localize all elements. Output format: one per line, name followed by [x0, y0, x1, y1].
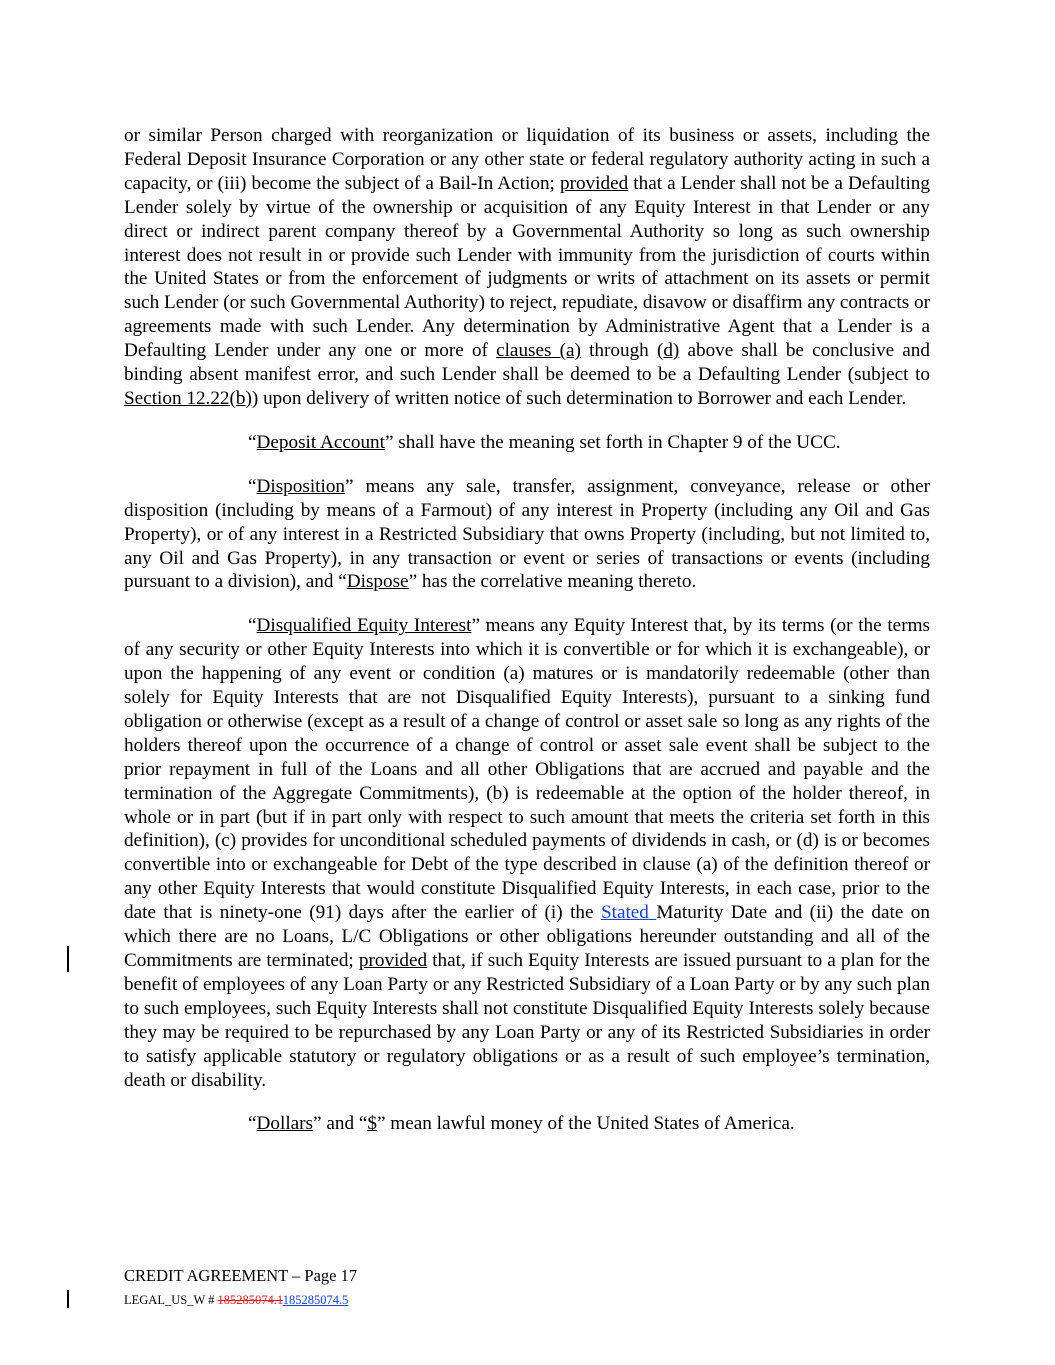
deleted-text: 185285074.1	[217, 1293, 283, 1307]
footer-document-id: LEGAL_US_W # 185285074.1185285074.5	[124, 1293, 349, 1307]
provided-term: provided	[559, 172, 629, 194]
section-reference: Section 12.22(b)	[124, 387, 252, 409]
definition-dollars: “Dollars” and “$” mean lawful money of the United States of America.	[248, 1113, 795, 1135]
definition-deposit-account: “Deposit Account” shall have the meaning set forth in Chapter 9 of the UCC.	[248, 431, 841, 453]
defined-term: Dollars	[256, 1113, 314, 1135]
definition-disposition: “Disposition” means any sale, transfer, assignment, conveyance, release or other disposition (including by means of a Farmout) of any interest in Property (including any Oil and Gas Property), or of any interest in a Restricted Subsidiary that owns Property (including, but not limited to, any Oil and Gas Property), in any transaction or event or series of transactions or events (including pursuant to a division), and “Dispose” has the correlative meaning thereto.	[124, 475, 930, 593]
defined-term: $	[367, 1113, 377, 1135]
defined-term: Dispose	[346, 571, 409, 593]
revision-change-bar	[67, 1290, 69, 1308]
definition-disqualified-equity-interest: “Disqualified Equity Interest” means any Equity Interest that, by its terms (or the terms of any security or other Equity Interests into which it is convertible or for which it is exchangeable), or upon the happening of any event or condition (a) matures or is mandatorily redeemable (other than solely for Equity Interests that are not Disqualified Equity Interests), pursuant to a sinking fund obligation or otherwise (except as a result of a change of control or asset sale so long as any rights of the holders thereof upon the occurrence of a change of control or asset sale event shall be subject to the prior repayment in full of the Loans and all other Obligations that are accrued and payable and the termination of the Aggregate Commitments), (b) is redeemable at the option of the holder thereof, in whole or in part (but if in part only with respect to such amount that meets the criteria set forth in this definition), (c) provides for unconditional scheduled payments of dividends in cash, or (d) is or becomes convertible into or exchangeable for Debt of the type described in clause (a) of the definition thereof or any other Equity Interests that would constitute Disqualified Equity Interests, in each case, prior to the date that is ninety-one (91) days after the earlier of (i) the Stated Maturity Date and (ii) the date on which there are no Loans, L/C Obligations or other obligations hereunder outstanding and all of the Commitments are terminated; provided that, if such Equity Interests are issued pursuant to a plan for the benefit of employees of any Loan Party or any Restricted Subsidiary of a Loan Party or by any such plan to such employees, such Equity Interests shall not constitute Disqualified Equity Interests solely because they may be required to be repurchased by any Loan Party or any of its Restricted Subsidiaries in order to satisfy applicable statutory or regulatory obligations or as a result of such employee’s termination, death or disability.	[124, 615, 930, 1091]
inserted-text: 185285074.5	[282, 1293, 349, 1307]
document-body	[124, 124, 930, 1156]
provided-term: provided	[358, 950, 428, 971]
defined-term: Disposition	[256, 475, 346, 497]
defaulting-lender-continuation: or similar Person charged with reorganization or liquidation of its business or assets, including the Federal Deposit Insurance Corporation or any other state or federal regulatory authority acting in such a capacity, or (iii) become the subject of a Bail-In Action; provided that a Lender shall not be a Defaulting Lender solely by virtue of the ownership or acquisition of any Equity Interest in that Lender or any direct or indirect parent company thereof by a Governmental Authority so long as such ownership interest does not result in or provide such Lender with immunity from the jurisdiction of courts within the United States or from the enforcement of judgments or writs of attachment on its assets or permit such Lender (or such Governmental Authority) to reject, repudiate, disavow or disaffirm any contracts or agreements made with such Lender. Any determination by Administrative Agent that a Lender is a Defaulting Lender under any one or more of clauses (a) through (d) above shall be conclusive and binding absent manifest error, and such Lender shall be deemed to be a Defaulting Lender (subject to Section 12.22(b)) upon delivery of written notice of such determination to Borrower and each Lender.	[124, 125, 930, 409]
clause-d-reference: (d)	[656, 340, 680, 362]
clauses-a-reference: clauses (a)	[496, 340, 581, 362]
footer-page-title: CREDIT AGREEMENT – Page 17	[124, 1266, 358, 1285]
inserted-text: Stated	[600, 902, 657, 924]
defined-term: Disqualified Equity Interest	[256, 615, 472, 637]
defined-term: Deposit Account	[256, 431, 385, 453]
revision-change-bar	[67, 946, 69, 972]
